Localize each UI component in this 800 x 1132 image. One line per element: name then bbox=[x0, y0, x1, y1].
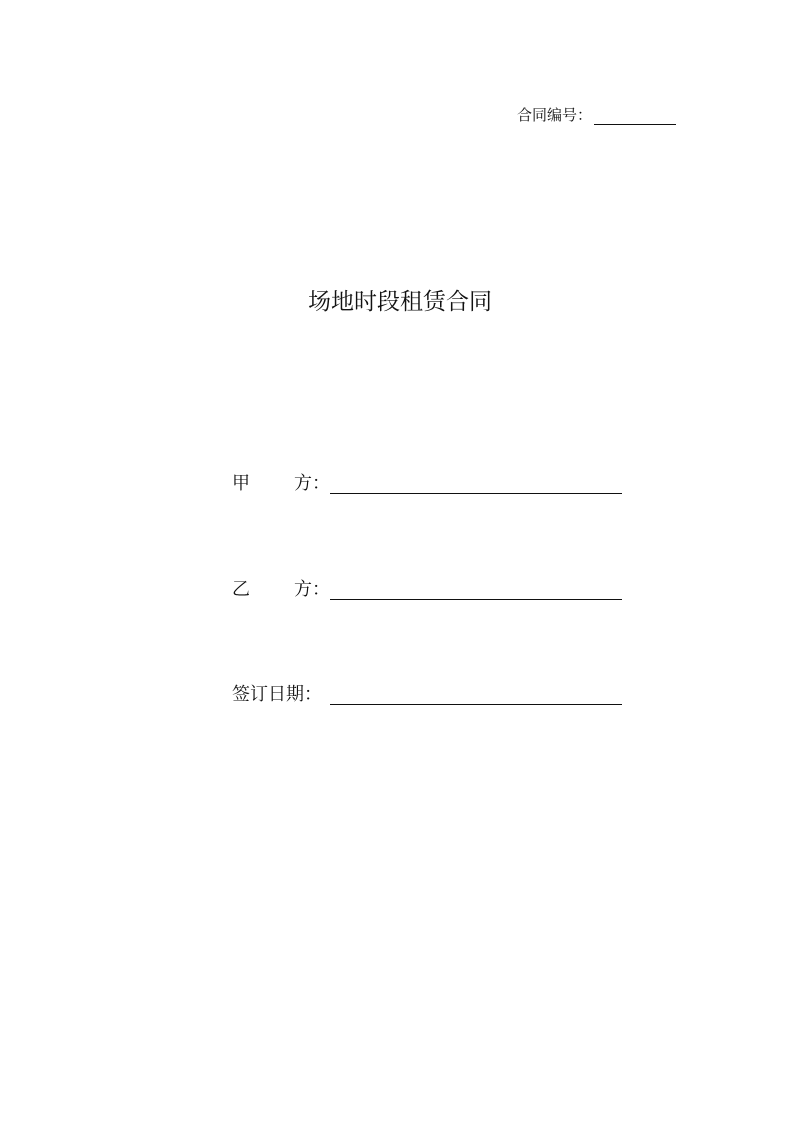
party-b-label bbox=[232, 578, 330, 602]
party-a-label-char-2: 方： bbox=[294, 473, 330, 494]
contract-number-line bbox=[517, 105, 676, 125]
party-a-blank[interactable] bbox=[330, 473, 622, 494]
party-b-label-char-2: 方： bbox=[294, 579, 330, 600]
party-b-label-char-1: 乙 bbox=[232, 579, 250, 600]
sign-date-field bbox=[232, 683, 622, 707]
party-b-blank[interactable] bbox=[330, 579, 622, 600]
party-a-label bbox=[232, 472, 330, 496]
contract-number-label: 合同编号： bbox=[517, 106, 593, 124]
contract-number-blank[interactable] bbox=[594, 109, 676, 125]
sign-date-label: 签订日期： bbox=[232, 684, 322, 705]
document-title: 场地时段租赁合同 bbox=[308, 289, 492, 315]
party-a-label-char-1: 甲 bbox=[232, 473, 250, 494]
sign-date-blank[interactable] bbox=[330, 684, 622, 705]
party-b-field bbox=[232, 578, 622, 602]
party-a-field bbox=[232, 472, 622, 496]
